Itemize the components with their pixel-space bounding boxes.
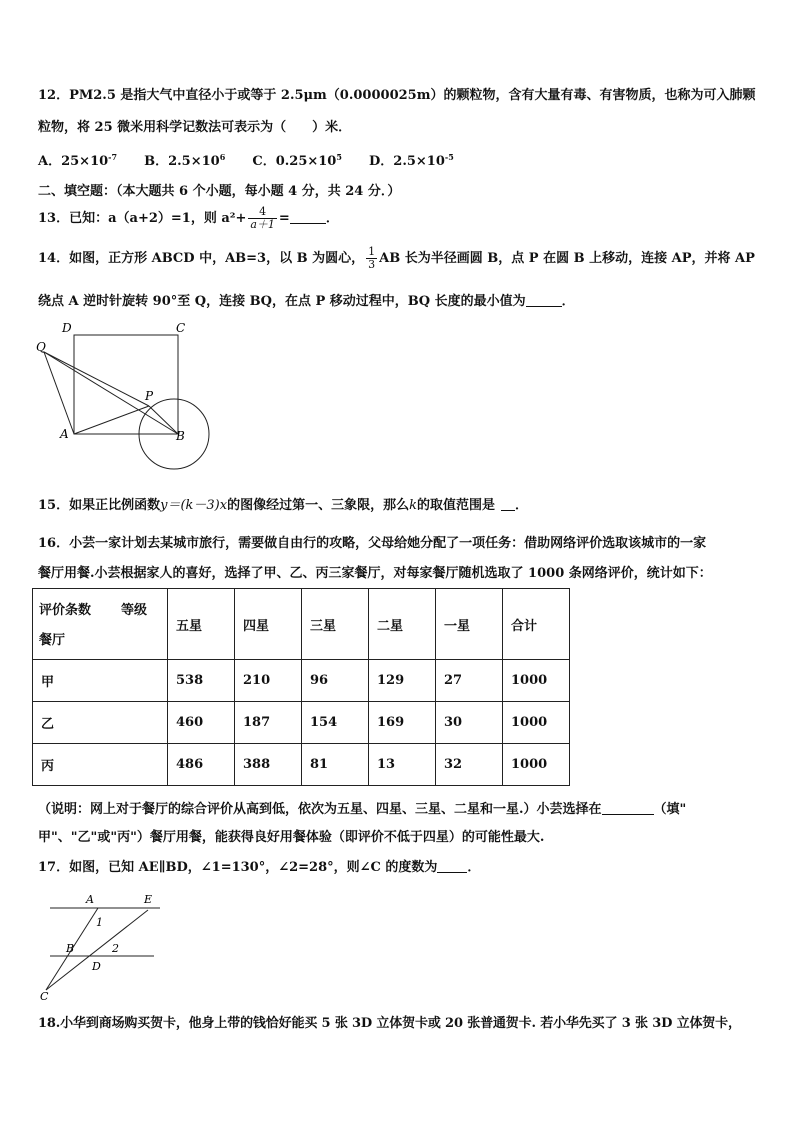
- label-Q: Q: [36, 340, 46, 354]
- col-header: 二星: [369, 589, 436, 660]
- q13: 13．已知：a（a+2）=1，则 a²+ $\frac{4}{a+1}$ = ．: [38, 205, 339, 231]
- ratings-table: [32, 588, 570, 786]
- label-D: D: [62, 321, 72, 335]
- label-C: C: [40, 990, 49, 1002]
- table-row: 乙 460 187 154 169 30 1000: [33, 702, 570, 744]
- col-header: 四星: [235, 589, 302, 660]
- col-header: 五星: [168, 589, 235, 660]
- label-E: E: [144, 893, 153, 906]
- q18: 18.小华到商场购买贺卡，他身上带的钱恰好能买 5 张 3D 立体贺卡或 20 张普通贺卡. 若小华先买了 3 张 3D 立体贺卡，: [38, 1016, 741, 1031]
- label-B: B: [66, 942, 75, 955]
- section-heading: 二、填空题：（本大题共 6 个小题，每小题 4 分，共 24 分．）: [38, 184, 401, 199]
- q14-figure: [30, 318, 220, 478]
- option-c: C．$0.25\times 10^5$: [252, 152, 342, 169]
- q12-options: [38, 150, 454, 169]
- col-header: 三星: [302, 589, 369, 660]
- q16-note2: 甲"、"乙"或"丙"）餐厅用餐，能获得良好用餐体验（即评价不低于四星）的可能性最大.: [38, 830, 545, 845]
- label-P: P: [145, 389, 154, 403]
- q15-answer-blank: [501, 498, 515, 511]
- q14-line1: 14．如图，正方形 ABCD 中，AB=3，以 B 为圆心， $\frac{1}{3}$ AB 长为半径画圆 B，点 P 在圆 B 上移动，连接 AP，并将 AP: [38, 245, 755, 271]
- q17-figure: [36, 890, 196, 1002]
- q13-answer-blank: [290, 211, 326, 224]
- q15-formula: y＝(k－3)x: [160, 498, 228, 513]
- q14-fraction: $\frac{1}{3}$: [368, 245, 376, 271]
- q12-line2: 粒物，将 25 微米用科学记数法可表示为（ ）米．: [38, 120, 352, 135]
- label-1: 1: [96, 916, 103, 929]
- q16-line1: 16．小芸一家计划去某城市旅行，需要做自由行的攻略，父母给她分配了一项任务：借助网络评价选取该城市的一家: [38, 536, 707, 551]
- q14-line2: 绕点 A 逆时针旋转 90°至 Q，连接 BQ，在点 P 移动过程中，BQ 长度的最小值为 ．: [38, 294, 575, 309]
- col-header: 合计: [503, 589, 570, 660]
- label-A: A: [60, 427, 69, 441]
- q12-line1: 12．PM2.5 是指大气中直径小于或等于 2.5μm（0.0000025m）的颗粒物，含有大量有毒、有害物质，也称为可入肺颗: [38, 88, 756, 103]
- q17-answer-blank: [437, 860, 467, 873]
- label-A: A: [86, 893, 94, 906]
- option-d: D．$2.5\times 10^{-5}$: [369, 152, 454, 169]
- label-C: C: [176, 321, 186, 335]
- table-corner-cell: 评价条数 等级 餐厅: [33, 589, 168, 660]
- q17: 17．如图，已知 AE∥BD，∠1=130°，∠2=28°，则∠C 的度数为 ．: [38, 860, 481, 875]
- label-B: B: [176, 429, 185, 443]
- q16-note1: （说明：网上对于餐厅的综合评价从高到低，依次为五星、四星、三星、二星和一星.）小芸选择在 （填": [38, 802, 687, 817]
- table-row: 甲 538 210 96 129 27 1000: [33, 660, 570, 702]
- label-2: 2: [112, 942, 119, 955]
- q16-answer-blank: [602, 802, 654, 815]
- option-b: B．$2.5\times 10^6$: [144, 152, 226, 169]
- table-row: 丙 486 388 81 13 32 1000: [33, 744, 570, 786]
- q13-fraction: $\frac{4}{a+1}$: [250, 205, 275, 231]
- col-header: 一星: [436, 589, 503, 660]
- label-D: D: [92, 960, 101, 973]
- q16-line2: 餐厅用餐.小芸根据家人的喜好，选择了甲、乙、丙三家餐厅，对每家餐厅随机选取了 1000 条网络评价，统计如下：: [38, 566, 712, 581]
- q15: 15．如果正比例函数y＝(k－3)x的图像经过第一、三象限，那么k的取值范围是 ．: [38, 498, 528, 513]
- q14-answer-blank: [526, 294, 562, 307]
- option-a: A．$25\times 10^{-7}$: [38, 152, 118, 169]
